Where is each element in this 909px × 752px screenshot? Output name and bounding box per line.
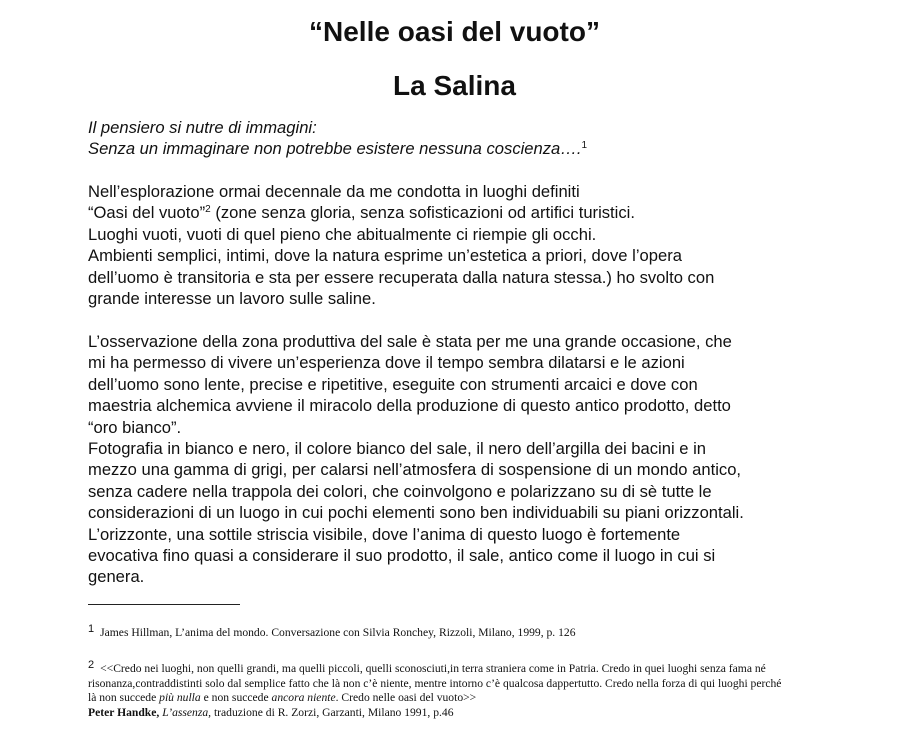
footnote-text: risonanza,contraddistinti solo dal semplice fatto che là non c’è niente, mentre intorno c’è qualcosa dappertutto. Credo nella forza di qui luoghi perché: [88, 676, 782, 690]
footnote-text: . Credo nelle oasi del vuoto>>: [335, 691, 477, 705]
footnote-2: [88, 658, 828, 720]
citation-work: L’assenza,: [162, 705, 212, 719]
page-subtitle: La Salina: [393, 70, 516, 101]
footnote-number: 2: [88, 659, 95, 671]
footnote-text: e non succede: [200, 691, 272, 705]
text-line: grande interesse un lavoro sulle saline.: [88, 289, 376, 309]
text-line: dell’uomo è transitoria e sta per essere recuperata dalla natura stessa.) ho svolto con: [88, 267, 715, 287]
footnote-italic: più nulla: [159, 691, 201, 705]
page-title: “Nelle oasi del vuoto”: [309, 16, 600, 47]
text-line: L’orizzonte, una sottile striscia visibile, dove l’anima di questo luogo è fortemente: [88, 524, 681, 544]
text-line: Fotografia in bianco e nero, il colore bianco del sale, il nero dell’argilla dei bacini e in: [88, 439, 707, 459]
text-line: [88, 202, 868, 223]
footnote-line: [88, 691, 828, 706]
text-line: “oro bianco”.: [88, 417, 182, 437]
footnote-text: James Hillman, L’anima del mondo. Conversazione con Silvia Ronchey, Rizzoli, Milano, 1999, p. 126: [100, 626, 576, 639]
footnote-ref-2: 2: [205, 204, 211, 216]
oasi-quote: “Oasi del vuoto”: [88, 203, 206, 223]
citation-rest: traduzione di R. Zorzi, Garzanti, Milano 1991, p.46: [211, 705, 454, 719]
paragraph-2: [88, 331, 868, 588]
text-line: senza cadere nella trappola dei colori, che coinvolgono e polarizzano su di sè tutte le: [88, 481, 712, 501]
footnote-ref-1: 1: [581, 140, 588, 152]
epigraph-line: Il pensiero si nutre di immagini:: [88, 118, 317, 137]
text-line: L’osservazione della zona produttiva del sale è stata per me una grande occasione, che: [88, 332, 732, 351]
epigraph-line: [88, 138, 868, 159]
footnote-text: <<Credo nei luoghi, non quelli grandi, ma quelli piccoli, quelli sconosciuti,in terra straniera come in Patria. Credo in quei luoghi senza fama né: [100, 662, 766, 675]
text-line: mezzo una gamma di grigi, per calarsi nell’atmosfera di sospensione di un mondo antico,: [88, 460, 742, 480]
text-line: considerazioni di un luogo in cui pochi elementi sono ben individuabili su piani orizzontali.: [88, 503, 744, 523]
text-line: genera.: [88, 567, 145, 587]
text-line: dell’uomo sono lente, precise e ripetitive, eseguite con strumenti arcaici e dove con: [88, 374, 698, 394]
epigraph: [88, 117, 868, 160]
text-line: Nell’esplorazione ormai decennale da me condotta in luoghi definiti: [88, 182, 580, 201]
footnote-text: là non succede: [88, 691, 160, 705]
footnote-number: 1: [88, 623, 95, 635]
citation-author: Peter Handke,: [88, 705, 160, 719]
footnote-separator: [88, 604, 240, 605]
paragraph-1: [88, 181, 868, 309]
text-segment: (zone senza gloria, senza sofisticazioni od artifici turistici.: [210, 203, 635, 223]
footnote-italic: ancora niente: [271, 691, 336, 705]
text-line: Luoghi vuoti, vuoti di quel pieno che abitualmente ci riempie gli occhi.: [88, 224, 597, 244]
text-line: evocativa fino quasi a considerare il suo prodotto, il sale, antico come il luogo in cui si: [88, 546, 716, 566]
footnote-1: [88, 622, 828, 641]
epigraph-text: Senza un immaginare non potrebbe esistere nessuna coscienza….: [88, 139, 582, 159]
text-line: mi ha permesso di vivere un’esperienza dove il tempo sembra dilatarsi e le azioni: [88, 353, 685, 373]
text-line: maestria alchemica avviene il miracolo della produzione di questo antico prodotto, detto: [88, 396, 731, 416]
text-line: Ambienti semplici, intimi, dove la natura esprime un’estetica a priori, dove l’opera: [88, 246, 682, 266]
footnote-citation: [88, 706, 828, 721]
